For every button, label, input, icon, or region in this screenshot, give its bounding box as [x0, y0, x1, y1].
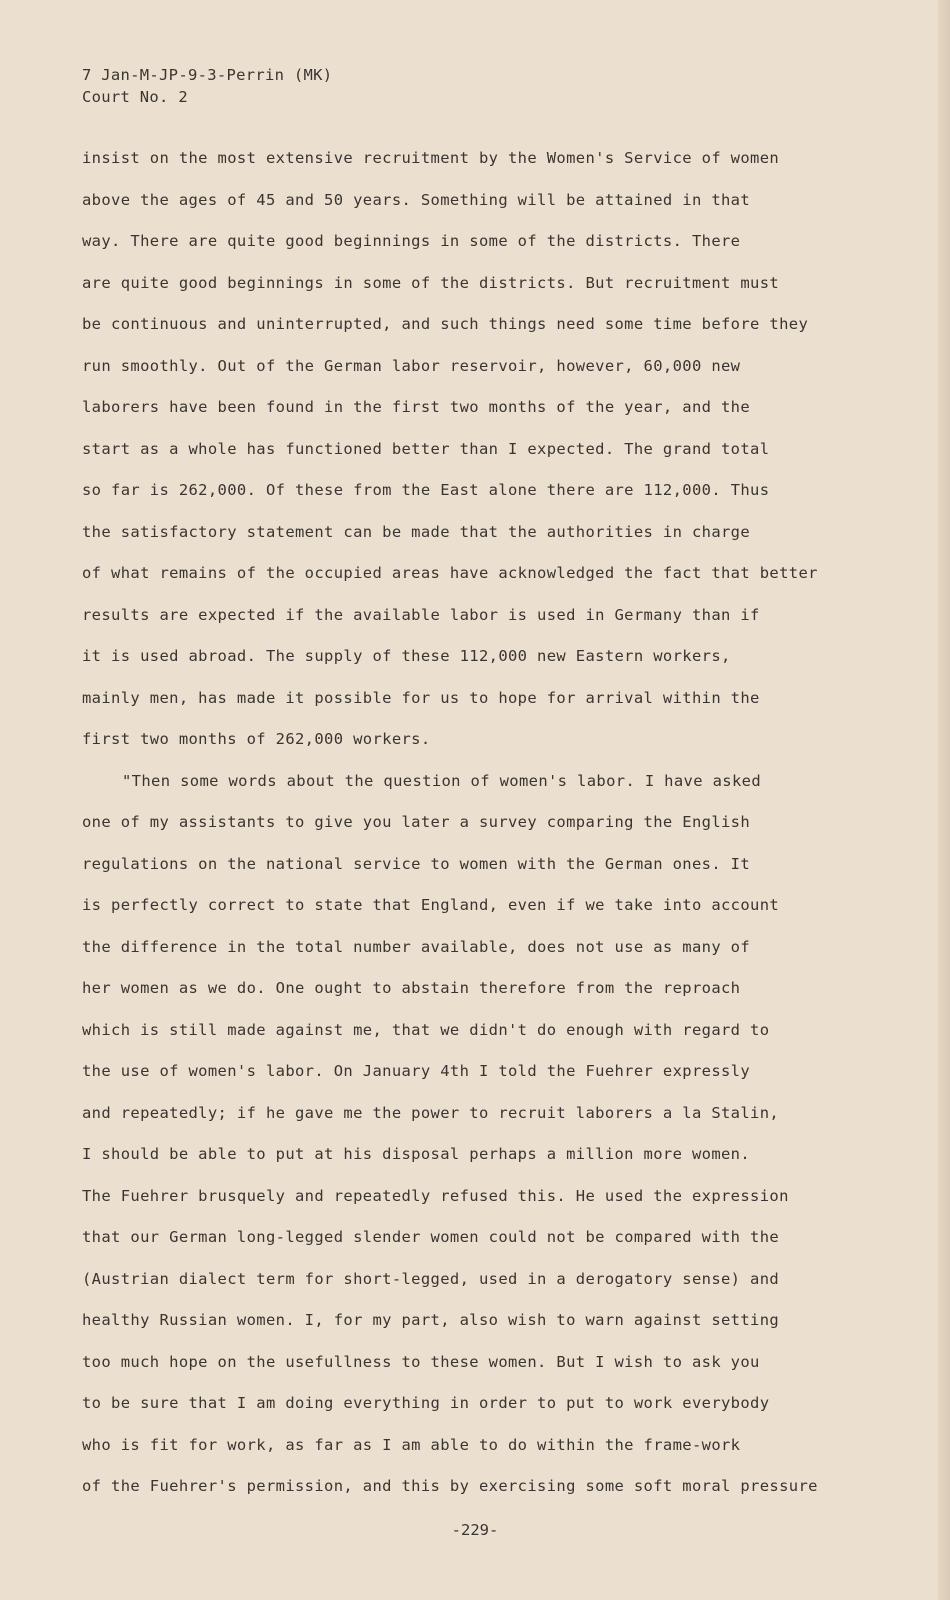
text-line: "Then some words about the question of women's labor. I have asked: [122, 771, 761, 790]
text-line: run smoothly. Out of the German labor reservoir, however, 60,000 new: [82, 356, 741, 375]
text-line: is perfectly correct to state that England, even if we take into account: [82, 896, 780, 914]
text-line: the satisfactory statement can be made that the authorities in charge: [82, 522, 751, 541]
text-line: so far is 262,000. Of these from the East alone there are 112,000. Thus: [82, 481, 770, 499]
text-line: of what remains of the occupied areas have acknowledged the fact that better: [82, 564, 818, 582]
text-line: be continuous and uninterrupted, and such things need some time before they: [82, 315, 809, 333]
text-line: it is used abroad. The supply of these 112,000 new Eastern workers,: [82, 647, 731, 665]
text-line: regulations on the national service to women with the German ones. It: [82, 854, 751, 873]
text-line: I should be able to put at his disposal perhaps a million more women.: [82, 1145, 751, 1163]
text-line: start as a whole has functioned better than I expected. The grand total: [82, 439, 770, 458]
text-line: that our German long-legged slender women could not be compared with the: [82, 1228, 780, 1246]
text-line: one of my assistants to give you later a survey comparing the English: [82, 813, 751, 831]
text-line: her women as we do. One ought to abstain therefore from the reproach: [82, 979, 741, 997]
text-line: first two months of 262,000 workers.: [82, 730, 431, 748]
text-line: mainly men, has made it possible for us to hope for arrival within the: [82, 688, 760, 707]
header-reference: 7 Jan-M-JP-9-3-Perrin (MK): [82, 66, 333, 84]
text-line: the difference in the total number available, does not use as many of: [82, 937, 751, 956]
text-line: are quite good beginnings in some of the districts. But recruitment must: [82, 273, 780, 292]
text-line: laborers have been found in the first two months of the year, and the: [82, 398, 751, 416]
text-line: healthy Russian women. I, for my part, also wish to warn against setting: [82, 1311, 780, 1329]
text-line: way. There are quite good beginnings in some of the districts. There: [82, 232, 741, 250]
document-header: [82, 64, 332, 108]
text-line: results are expected if the available labor is used in Germany than if: [82, 605, 760, 624]
text-line: of the Fuehrer's permission, and this by exercising some soft moral pressure: [82, 1477, 818, 1495]
text-line: above the ages of 45 and 50 years. Something will be attained in that: [82, 190, 751, 209]
text-line: and repeatedly; if he gave me the power to recruit laborers a la Stalin,: [82, 1103, 780, 1122]
text-line: who is fit for work, as far as I am able to do within the frame-work: [82, 1435, 741, 1454]
text-line: too much hope on the usefullness to these women. But I wish to ask you: [82, 1352, 760, 1371]
page-edge: [938, 0, 950, 1600]
text-line: to be sure that I am doing everything in order to put to work everybody: [82, 1394, 770, 1412]
text-line: The Fuehrer brusquely and repeatedly refused this. He used the expression: [82, 1186, 789, 1205]
page-number: -229-: [451, 1521, 499, 1539]
header-court: Court No. 2: [82, 88, 188, 106]
text-line: insist on the most extensive recruitment by the Women's Service of women: [82, 149, 780, 167]
body-text: [82, 143, 862, 1513]
text-line: the use of women's labor. On January 4th I told the Fuehrer expressly: [82, 1062, 751, 1080]
text-line: (Austrian dialect term for short-legged, used in a derogatory sense) and: [82, 1269, 780, 1288]
text-line: which is still made against me, that we didn't do enough with regard to: [82, 1020, 770, 1039]
